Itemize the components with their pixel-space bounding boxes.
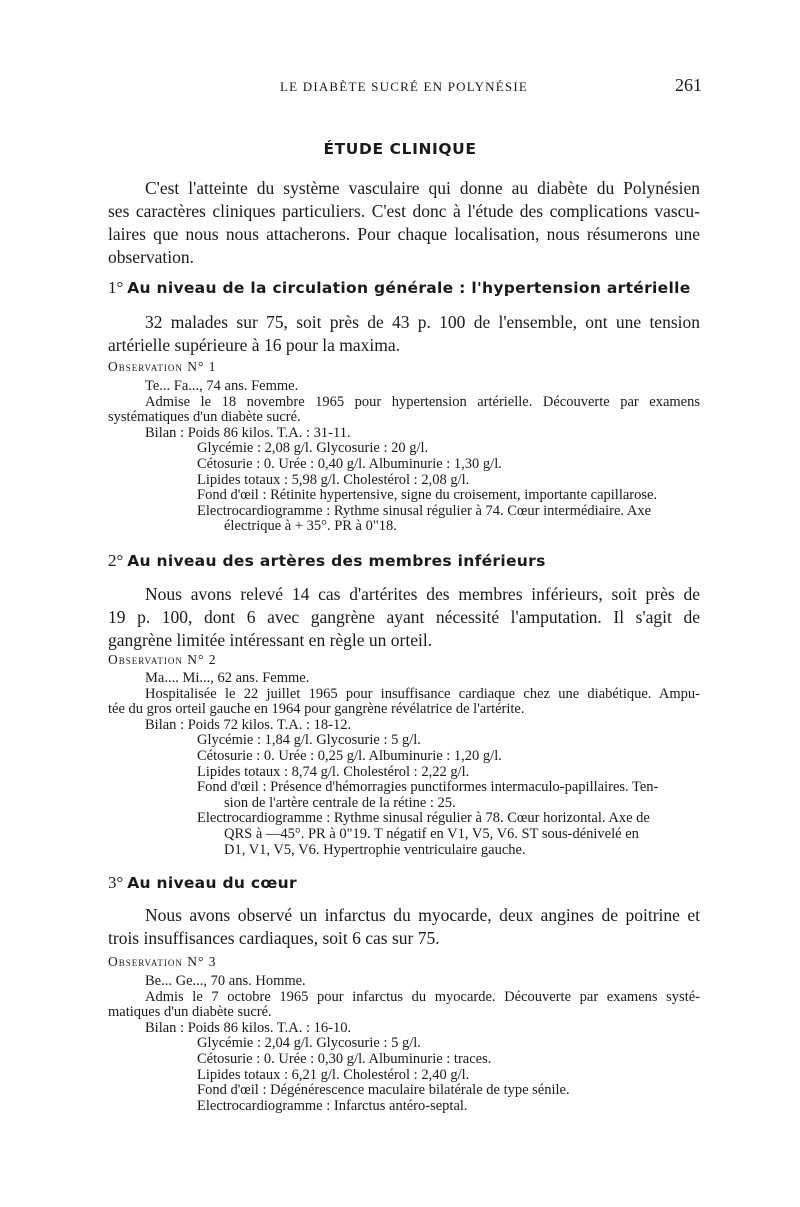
obs-line: Cétosurie : 0. Urée : 0,30 g/l. Albuminurie : traces. [197,1050,492,1067]
obs-line: Admise le 18 novembre 1965 pour hypertension artérielle. Découverte par examens [145,393,700,410]
page-number: 261 [675,75,702,95]
observation-label-2: Observation N° 2 [108,652,217,667]
text-line: gangrène limitée intéressant en règle un orteil. [108,630,433,650]
obs-line: électrique à + 35°. PR à 0"18. [224,518,397,535]
obs-line: Glycémie : 2,04 g/l. Glycosurie : 5 g/l. [197,1035,421,1052]
text-line: C'est l'atteinte du système vasculaire qui donne au diabète du Polynésien [145,178,700,198]
section-heading-text: Au niveau des artères des membres inférieurs [127,552,546,570]
obs-line: Lipides totaux : 6,21 g/l. Cholestérol : 2,40 g/l. [197,1066,470,1083]
obs-line: Cétosurie : 0. Urée : 0,40 g/l. Albuminurie : 1,30 g/l. [197,455,502,472]
obs-line: Hospitalisée le 22 juillet 1965 pour insuffisance cardiaque chez une diabétique. Ampu- [145,685,700,702]
intro-paragraph [108,177,700,269]
obs-line: systématiques d'un diabète sucré. [108,409,301,426]
obs-line: Electrocardiogramme : Rythme sinusal régulier à 74. Cœur intermédiaire. Axe [197,502,652,519]
observation-3 [108,974,700,1114]
obs-line: Glycémie : 1,84 g/l. Glycosurie : 5 g/l. [197,732,421,749]
text-line: laires que nous nous attacherons. Pour chaque localisation, nous résumerons une [108,224,700,244]
obs-line: Lipides totaux : 5,98 g/l. Cholestérol : 2,08 g/l. [197,471,470,488]
section-heading-3 [108,873,297,893]
running-title: LE DIABÈTE SUCRÉ EN POLYNÉSIE [280,79,528,94]
text-line: Nous avons relevé 14 cas d'artérites des membres inférieurs, soit près de [145,584,700,604]
obs-line: Bilan : Poids 86 kilos. T.A. : 16-10. [145,1019,352,1036]
observation-2 [108,671,700,858]
obs-line: Fond d'œil : Présence d'hémorragies punctiformes intermaculo-papillaires. Ten- [197,779,659,796]
obs-line: Fond d'œil : Rétinite hypertensive, signe du croisement, importante capillarose. [197,487,658,504]
obs-line: Ma.... Mi..., 62 ans. Femme. [145,670,310,686]
observation-label-3: Observation N° 3 [108,954,217,969]
section-title: ÉTUDE CLINIQUE [323,140,477,158]
section-number: 2° [108,551,124,570]
obs-line: Bilan : Poids 72 kilos. T.A. : 18-12. [145,716,352,733]
text-line: Nous avons observé un infarctus du myocarde, deux angines de poitrine et [145,905,700,925]
section-number: 3° [108,873,124,892]
text-line: trois insuffisances cardiaques, soit 6 cas sur 75. [108,928,440,948]
section-number: 1° [108,278,124,297]
section-heading-2 [108,551,546,571]
text-line: 32 malades sur 75, soit près de 43 p. 100 de l'ensemble, ont une tension [145,312,700,332]
obs-line: Lipides totaux : 8,74 g/l. Cholestérol : 2,22 g/l. [197,763,470,780]
observation-label-1: Observation N° 1 [108,359,217,374]
obs-line: Bilan : Poids 86 kilos. T.A. : 31-11. [145,424,351,441]
section-heading-text: Au niveau du cœur [127,874,297,892]
section-heading-1 [108,278,691,298]
section-1-paragraph [108,311,700,357]
obs-line: Fond d'œil : Dégénérescence maculaire bilatérale de type sénile. [197,1082,570,1099]
obs-line: Be... Ge..., 70 ans. Homme. [145,973,306,989]
section-2-paragraph [108,583,700,652]
section-heading-text: Au niveau de la circulation générale : l'hypertension artérielle [127,279,691,297]
observation-1 [108,379,700,535]
section-3-paragraph [108,904,700,950]
obs-line: D1, V1, V5, V6. Hypertrophie ventriculaire gauche. [224,841,526,858]
obs-line: QRS à —45°. PR à 0"19. T négatif en V1, V5, V6. ST sous-dénivelé en [224,825,639,842]
obs-line: Te... Fa..., 74 ans. Femme. [145,378,299,394]
obs-line: Electrocardiogramme : Rythme sinusal régulier à 78. Cœur horizontal. Axe de [197,810,650,827]
text-line: ses caractères cliniques particuliers. C'est donc à l'étude des complications vascu- [108,201,700,221]
text-line: 19 p. 100, dont 6 avec gangrène ayant nécessité l'amputation. Il s'agit de [108,607,700,627]
obs-line: Glycémie : 2,08 g/l. Glycosurie : 20 g/l. [197,440,429,457]
page-header [0,77,800,97]
text-line: artérielle supérieure à 16 pour la maxima. [108,335,401,355]
obs-line: matiques d'un diabète sucré. [108,1004,272,1021]
obs-line: tée du gros orteil gauche en 1964 pour gangrène révélatrice de l'artérite. [108,701,525,718]
obs-line: Admis le 7 octobre 1965 pour infarctus du myocarde. Découverte par examens systé- [145,988,700,1005]
obs-line: Cétosurie : 0. Urée : 0,25 g/l. Albuminurie : 1,20 g/l. [197,747,502,764]
obs-line: Electrocardiogramme : Infarctus antéro-septal. [197,1097,468,1114]
text-line: observation. [108,247,195,267]
obs-line: sion de l'artère centrale de la rétine : 25. [224,794,456,811]
